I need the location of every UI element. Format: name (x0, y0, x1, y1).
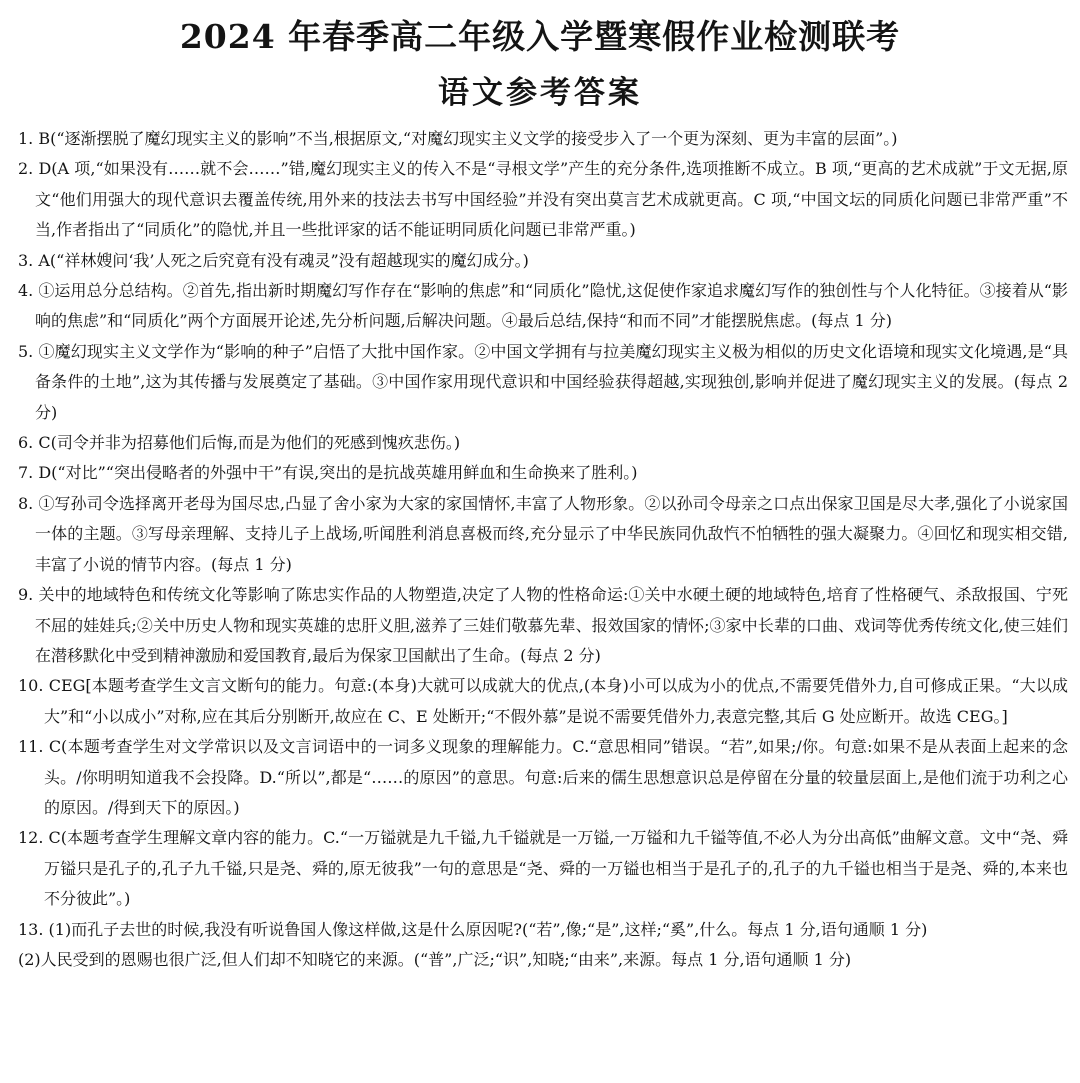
answer-text: 5. ①魔幻现实主义文学作为“影响的种子”启悟了大批中国作家。②中国文学拥有与拉美魔幻现实主义极为相似的历史文化语境和现实文化境遇,是“具备条件的土地”,这为其传播与发展奠定了基础。③中国作家用现代意识和中国经验获得超越,实现独创,影响并促进了魔幻现实主义的发展。(每点 2 分) (18, 341, 1074, 422)
answer-text: 1. B(“逐渐摆脱了魔幻现实主义的影响”不当,根据原文,“对魔幻现实主义文学的接受步入了一个更为深刻、更为丰富的层面”。) (18, 129, 898, 148)
answer-item (18, 276, 1068, 337)
answer-text: 3. A(“祥林嫂问‘我’人死之后究竟有没有魂灵”没有超越现实的魔幻成分。) (18, 250, 529, 270)
answer-item (18, 580, 1068, 671)
answer-text: 10. CEG[本题考查学生文言文断句的能力。句意:(本身)大就可以成就大的优点,(本身)小可以成为小的优点,不需要凭借外力,自可修成正果。“大以成大”和“小以成小”对称,应在其后分别断开,故应在 C、E 处断开;“不假外慕”是说不需要凭借外力,表意完整,其后 G 处应断开。故选 CEG。] (18, 676, 1068, 726)
answer-text: 4. ①运用总分总结构。②首先,指出新时期魔幻写作存在“影响的焦虑”和“同质化”隐忧,这促使作家追求魔幻写作的独创性与个人化特征。③接着从“影响的焦虑”和“同质化”两个方面展开论述,先分析问题,后解决问题。④最后总结,保持“和而不同”才能摆脱焦虑。(每点 1 分) (18, 281, 1068, 331)
page-title: 2024 年春季高二年级入学暨寒假作业检测联考 (179, 17, 901, 56)
answer-item (18, 428, 1068, 458)
answer-text: 7. D(“对比”“突出侵略者的外强中干”有误,突出的是抗战英雄用鲜血和生命换来了胜利。) (18, 463, 638, 483)
answer-text: 8. ①写孙司令选择离开老母为国尽忠,凸显了舍小家为大家的家国情怀,丰富了人物形象。②以孙司令母亲之口点出保家卫国是尽大孝,强化了小说家国一体的主题。③写母亲理解、支持儿子上战场,听闻胜利消息喜极而终,充分显示了中华民族同仇敌忾不怕牺牲的强大凝聚力。④回忆和现实相交错,丰富了小说的情节内容。(每点 1 分) (18, 493, 1068, 574)
page-subtitle: 语文参考答案 (438, 75, 642, 111)
answer-item (18, 458, 1068, 488)
answer-text: 6. C(司令并非为招募他们后悔,而是为他们的死感到愧疚悲伤。) (18, 433, 461, 453)
answer-item (18, 671, 1068, 732)
answer-item (18, 823, 1068, 914)
answer-list (18, 124, 1074, 975)
answer-text: 13. (1)而孔子去世的时候,我没有听说鲁国人像这样做,这是什么原因呢?(“若”,像;“是”,这样;“奚”,什么。每点 1 分,语句通顺 1 分) (18, 919, 928, 939)
answer-text: (2)人民受到的恩赐也很广泛,但人们却不知晓它的来源。(“普”,广泛;“识”,知晓;“由来”,来源。每点 1 分,语句通顺 1 分) (18, 949, 852, 969)
answer-item (18, 154, 1068, 245)
answer-text: 9. 关中的地域特色和传统文化等影响了陈忠实作品的人物塑造,决定了人物的性格命运:①关中水硬土硬的地域特色,培育了性格硬气、杀敌报国、宁死不屈的娃娃兵;②关中历史人物和现实英雄的忠肝义胆,滋养了三娃们敬慕先辈、报效国家的情怀;③家中长辈的口曲、戏词等优秀传统文化,使三娃们在潜移默化中受到精神激励和爱国教育,最后为保家卫国献出了生命。(每点 2 分) (18, 585, 1068, 665)
answer-item (18, 337, 1074, 428)
answer-item (18, 246, 1068, 276)
answer-item (18, 915, 1068, 945)
answer-text: 12. C(本题考查学生理解文章内容的能力。C.“一万镒就是九千镒,九千镒就是一万镒,一万镒和九千镒等值,不必人为分出高低”曲解文意。文中“尧、舜万镒只是孔子的,孔子九千镒,只是尧、舜的,原无彼我”一句的意思是“尧、舜的一万镒也相当于是孔子的,孔子的九千镒也相当于是尧、舜的,本来也不分彼此”。) (18, 828, 1068, 909)
answer-text: 2. D(A 项,“如果没有……就不会……”错,魔幻现实主义的传入不是“寻根文学”产生的充分条件,选项推断不成立。B 项,“更高的艺术成就”于文无据,原文“他们用强大的现代意识去覆盖传统,用外来的技法去书写中国经验”并没有突出莫言艺术成就更高。C 项,“中国文坛的同质化问题已非常严重”不当,作者指出了“同质化”的隐忧,并且一些批评家的话不能证明同质化问题已非常严重。) (18, 159, 1068, 240)
answer-item (18, 489, 1068, 580)
answer-item (18, 732, 1068, 823)
answer-item (18, 124, 1068, 154)
answer-text: 11. C(本题考查学生对文学常识以及文言词语中的一词多义现象的理解能力。C.“意思相同”错误。“若”,如果;/你。句意:如果不是从表面上起来的念头。/你明明知道我不会投降。D.“所以”,都是“……的原因”的意思。句意:后来的儒生思想意识总是停留在分量的较量层面上,是他们流于功利之心的原因。/得到天下的原因。) (18, 737, 1068, 817)
answer-item-sub (18, 945, 1068, 975)
